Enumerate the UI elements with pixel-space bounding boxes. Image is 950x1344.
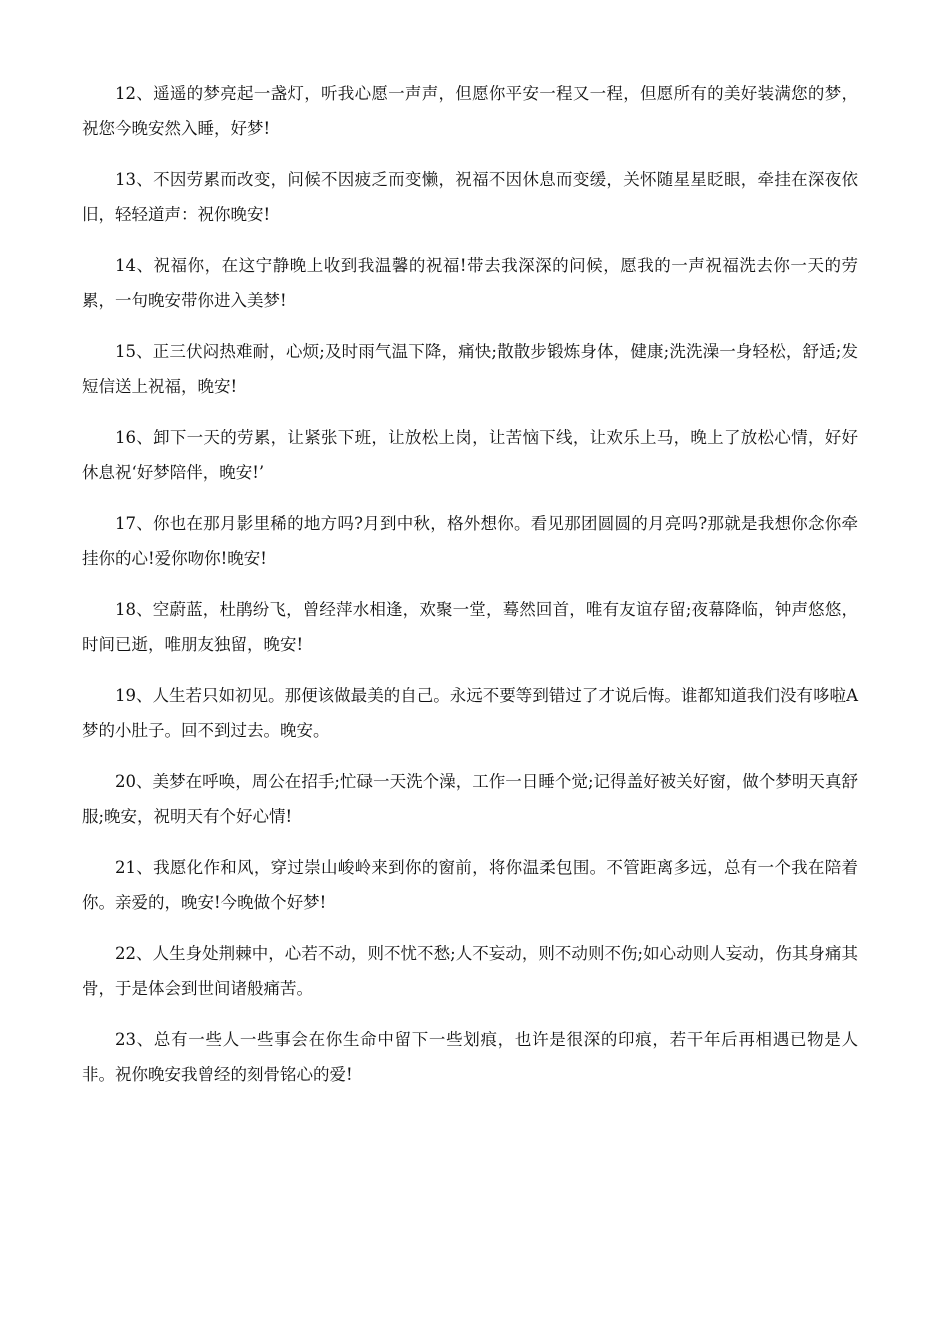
paragraph-12: 12、遥遥的梦亮起一盏灯，听我心愿一声声，但愿你平安一程又一程，但愿所有的美好装满您的梦，祝您今晚安然入睡，好梦!: [82, 84, 858, 138]
paragraph-18: 18、空蔚蓝，杜鹃纷飞，曾经萍水相逢，欢聚一堂，蓦然回首，唯有友谊存留;夜幕降临，钟声悠悠，时间已逝，唯朋友独留，晚安!: [82, 600, 858, 654]
paragraph-20: 20、美梦在呼唤，周公在招手;忙碌一天洗个澡，工作一日睡个觉;记得盖好被关好窗，做个梦明天真舒服;晚安，祝明天有个好心情!: [82, 772, 858, 826]
paragraph-23: 23、总有一些人一些事会在你生命中留下一些划痕，也许是很深的印痕，若干年后再相遇已物是人非。祝你晚安我曾经的刻骨铭心的爱!: [82, 1030, 858, 1084]
paragraph-16: 16、卸下一天的劳累，让紧张下班，让放松上岗，让苦恼下线，让欢乐上马，晚上了放松心情，好好休息祝‘好梦陪伴，晚安!’: [82, 428, 858, 482]
paragraph-22: 22、人生身处荆棘中，心若不动，则不忧不愁;人不妄动，则不动则不伤;如心动则人妄动，伤其身痛其骨，于是体会到世间诸般痛苦。: [82, 944, 858, 998]
paragraph-15: 15、正三伏闷热难耐，心烦;及时雨气温下降，痛快;散散步锻炼身体，健康;洗洗澡一身轻松，舒适;发短信送上祝福，晚安!: [82, 342, 858, 396]
paragraph-19: 19、人生若只如初见。那便该做最美的自己。永远不要等到错过了才说后悔。谁都知道我们没有哆啦A梦的小肚子。回不到过去。晚安。: [82, 686, 858, 740]
paragraph-13: 13、不因劳累而改变，问候不因疲乏而变懒，祝福不因休息而变缓，关怀随星星眨眼，牵挂在深夜依旧，轻轻道声：祝你晚安!: [82, 170, 858, 224]
paragraph-21: 21、我愿化作和风，穿过崇山峻岭来到你的窗前，将你温柔包围。不管距离多远，总有一个我在陪着你。亲爱的，晚安!今晚做个好梦!: [82, 858, 858, 912]
paragraph-17: 17、你也在那月影里稀的地方吗?月到中秋，格外想你。看见那团圆圆的月亮吗?那就是我想你念你牵挂你的心!爱你吻你!晚安!: [82, 514, 858, 568]
document-body: [82, 76, 858, 1108]
paragraph-14: 14、祝福你，在这宁静晚上收到我温馨的祝福!带去我深深的问候，愿我的一声祝福洗去你一天的劳累，一句晚安带你进入美梦!: [82, 256, 858, 310]
